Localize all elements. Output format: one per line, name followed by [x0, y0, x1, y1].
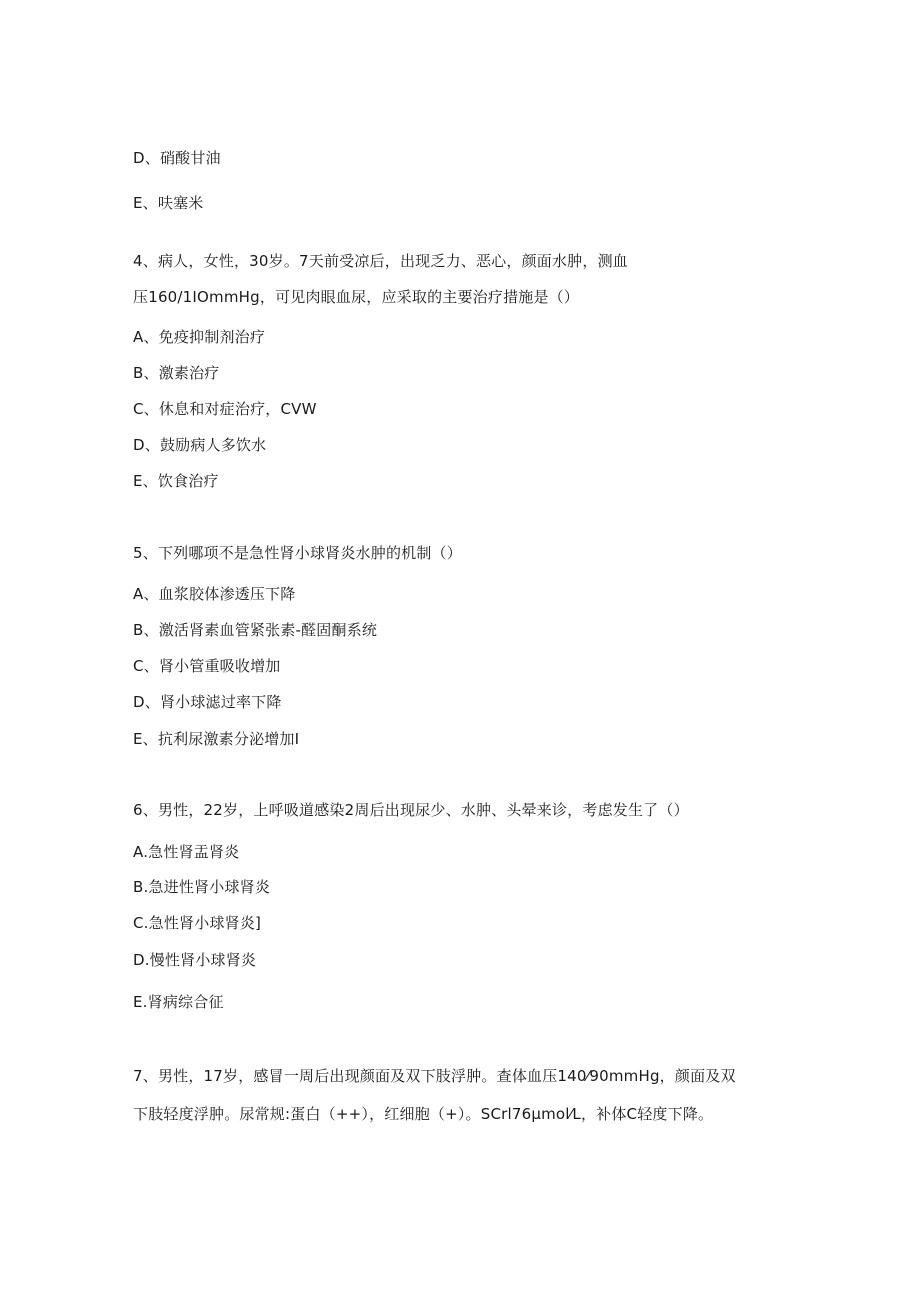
q4-stem-line-1: 4、病人，女性，30岁。7天前受凉后，出现乏力、恶心，颜面水肿，测血 — [133, 252, 628, 270]
q3-option-e: E、呋塞米 — [133, 194, 204, 212]
q5-option-b: B、激活肾素血管紧张素-醛固酮系统 — [133, 621, 378, 639]
q4-option-e: E、饮食治疗 — [133, 472, 219, 490]
q5-stem: 5、下列哪项不是急性肾小球肾炎水肿的机制（） — [133, 544, 462, 562]
q4-option-b: B、激素治疗 — [133, 364, 220, 382]
q5-option-c: C、肾小管重吸收增加 — [133, 657, 281, 675]
q5-option-a: A、血浆胶体渗透压下降 — [133, 585, 296, 603]
q4-option-d: D、鼓励病人多饮水 — [133, 436, 267, 454]
q6-stem: 6、男性，22岁，上呼吸道感染2周后出现尿少、水肿、头晕来诊，考虑发生了（） — [133, 801, 689, 819]
q5-option-e: E、抗利尿激素分泌增加I — [133, 730, 300, 748]
q6-option-c: C.急性肾小球肾炎] — [133, 914, 262, 932]
q6-option-a: A.急性肾盂肾炎 — [133, 843, 240, 861]
q6-option-e: E.肾病综合征 — [133, 993, 224, 1011]
q4-option-c: C、休息和对症治疗，CVW — [133, 400, 317, 418]
q4-stem-line-2: 压160/1IOmmHg，可见肉眼血尿，应采取的主要治疗措施是（） — [133, 288, 580, 306]
q3-option-d: D、硝酸甘油 — [133, 149, 221, 167]
q5-option-d: D、肾小球滤过率下降 — [133, 693, 282, 711]
q6-option-d: D.慢性肾小球肾炎 — [133, 951, 257, 969]
q6-option-b: B.急进性肾小球肾炎 — [133, 878, 271, 896]
q7-stem-line-1: 7、男性，17岁，感冒一周后出现颜面及双下肢浮肿。查体血压140⁄90mmHg，颜面及双 — [133, 1067, 736, 1085]
q4-option-a: A、免疫抑制剂治疗 — [133, 328, 266, 346]
q7-stem-line-2: 下肢轻度浮肿。尿常规:蛋白（++），红细胞（+）。SCrl76μmol⁄L，补体C轻度下降。 — [133, 1105, 714, 1123]
